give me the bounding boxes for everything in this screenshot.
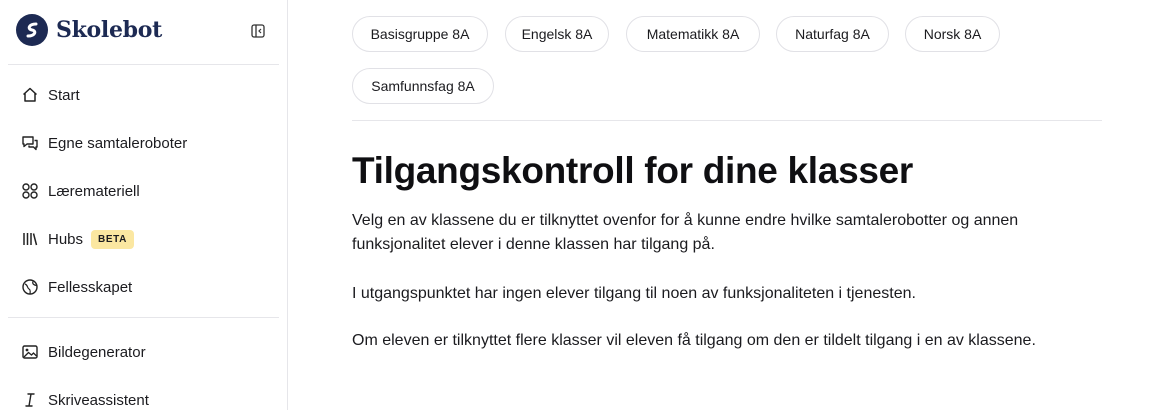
sidebar-item-start[interactable] xyxy=(8,75,279,115)
page-title: Tilgangskontroll for dine klasser xyxy=(352,150,913,191)
collapse-sidebar-icon[interactable] xyxy=(250,23,266,39)
class-chip-basisgruppe-8a[interactable]: Basisgruppe 8A xyxy=(352,16,488,52)
sidebar-item-label: Egne samtaleroboter xyxy=(48,134,188,152)
class-chip-matematikk-8a[interactable]: Matematikk 8A xyxy=(626,16,760,52)
sidebar-item-label: Start xyxy=(48,86,80,104)
sidebar-divider xyxy=(8,317,279,318)
sidebar-item-bildegenerator[interactable] xyxy=(8,332,279,372)
sidebar-item-label: Fellesskapet xyxy=(48,278,133,296)
text-cursor-icon xyxy=(20,390,40,410)
sidebar-item-egne-samtaleroboter[interactable] xyxy=(8,123,279,163)
intro-paragraph: Velg en av klassene du er tilknyttet ovenfor for å kunne endre hvilke samtalerobotter og annen funksjonalitet elever i denne klassen har tilgang på. xyxy=(352,212,1019,253)
multi-class-paragraph: Om eleven er tilknyttet flere klasser vil eleven få tilgang om den er tildelt tilgang i en av klassene. xyxy=(352,332,1036,349)
home-icon xyxy=(20,85,40,105)
sidebar-divider xyxy=(8,64,279,65)
sidebar-item-fellesskapet[interactable] xyxy=(8,267,279,307)
brand[interactable] xyxy=(16,14,162,46)
sidebar-item-label: Hubs xyxy=(48,230,84,248)
sidebar-item-label: Bildegenerator xyxy=(48,343,146,361)
globe-icon xyxy=(20,277,40,297)
class-chip-norsk-8a[interactable]: Norsk 8A xyxy=(905,16,1000,52)
content-divider xyxy=(352,120,1102,121)
class-chip-samfunnsfag-8a[interactable]: Samfunnsfag 8A xyxy=(352,68,494,104)
sidebar-item-label: Læremateriell xyxy=(48,182,140,200)
sidebar-item-skriveassistent[interactable] xyxy=(8,380,279,410)
beta-badge: BETA xyxy=(91,230,134,249)
sidebar-item-laeremateriell[interactable] xyxy=(8,171,279,211)
library-icon xyxy=(20,229,40,249)
class-chip-naturfag-8a[interactable]: Naturfag 8A xyxy=(776,16,889,52)
chat-bubbles-icon xyxy=(20,133,40,153)
default-access-paragraph: I utgangspunktet har ingen elever tilgang til noen av funksjonaliteten i tjenesten. xyxy=(352,285,916,302)
image-icon xyxy=(20,342,40,362)
app-name: Skolebot xyxy=(56,17,162,43)
sidebar-item-label: Skriveassistent xyxy=(48,391,149,409)
skolebot-logo-icon xyxy=(16,14,48,46)
grid-circles-icon xyxy=(20,181,40,201)
class-chip-engelsk-8a[interactable]: Engelsk 8A xyxy=(505,16,609,52)
sidebar xyxy=(0,0,288,410)
main-content xyxy=(289,0,1166,410)
sidebar-item-hubs[interactable] xyxy=(8,219,279,259)
